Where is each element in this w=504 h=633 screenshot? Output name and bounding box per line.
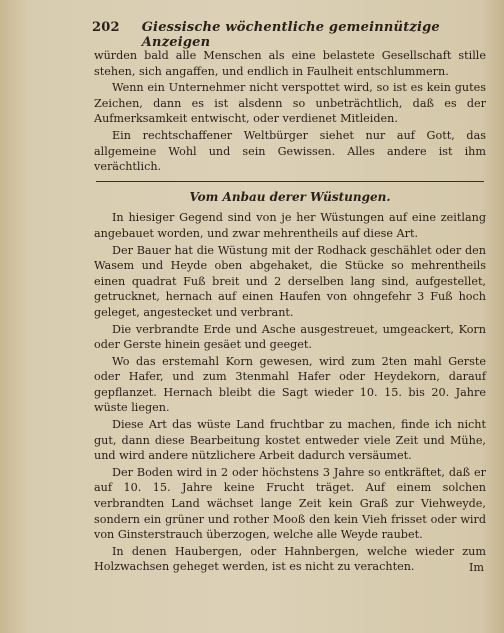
running-title: Giessische wöchentliche gemeinnützige Anzeigen [141, 20, 440, 50]
paragraph: Der Bauer hat die Wüstung mit der Rodhack geschählet oder den Wasem und Heyde oben abgehaket, die Stücke so mehrentheils einen quadrat Fuß breit und 2 derselben lang sind, aufgestellet, getrucknet, hernach auf einen Haufen von ohngefehr 3 Fuß hoch geleget, angestecket und verbrant. [94, 243, 486, 319]
paragraph: In hiesiger Gegend sind von je her Wüstungen auf eine zeitlang angebauet worden, und zwar mehrentheils auf diese Art. [94, 211, 486, 240]
paragraph: Wenn ein Unternehmer nicht verspottet wird, so ist es kein gutes Zeichen, dann es ist alsdenn so unbeträchtlich, daß es der Aufmerksamkeit entwischt, oder verdienet Mitleiden. [94, 81, 486, 126]
intro-paragraphs [94, 48, 486, 175]
paragraph: würden bald alle Menschen als eine belastete Gesellschaft stille stehen, sich angaffen, und endlich in Faulheit entschlummern. [94, 49, 486, 78]
body-text [94, 48, 486, 576]
section-paragraphs [94, 210, 486, 575]
page-number: 202 [92, 20, 120, 35]
catchword: Im [468, 561, 484, 574]
paragraph: Ein rechtschaffener Weltbürger siehet nur auf Gott, das allgemeine Wohl und sein Gewissen. Alles andere ist ihm verächtlich. [94, 128, 486, 174]
paragraph: Die verbrandte Erde und Asche ausgestreuet, umgeackert, Korn oder Gerste hinein gesäet und geeget. [94, 322, 486, 352]
paragraph: Wo das erstemahl Korn gewesen, wird zum 2ten mahl Gerste oder Hafer, und zum 3tenmahl Hafer oder Heydekorn, darauf gepflanzet. Hernach bleibt die Sagt wieder 10. 15. bis 20. Jahre wüste liegen. [94, 354, 486, 415]
paragraph: In denen Haubergen, oder Hahnbergen, welche wieder zum Holzwachsen geheget werden, ist es nicht zu verachten. [94, 544, 486, 574]
running-head [92, 20, 482, 50]
section-divider [96, 181, 484, 182]
section-heading: Vom Anbau derer Wüstungen. [189, 189, 391, 204]
paragraph: Diese Art das wüste Land fruchtbar zu machen, finde ich nicht gut, dann diese Bearbeitung kostet entweder viele Zeit und Mühe, und wird andere nützlichere Arbeit dadurch versäumet. [94, 418, 486, 463]
paragraph: Der Boden wird in 2 oder höchstens 3 Jahre so entkräftet, daß er auf 10. 15. Jahre keine Frucht träget. Auf einem solchen verbrandten Land wächset lange Zeit kein Graß zur Viehweyde, sondern ein grüner und rother Mooß den kein Vieh frisset oder wird von Ginsterstrauch überzogen, welche alle Weyde raubet. [94, 465, 486, 542]
